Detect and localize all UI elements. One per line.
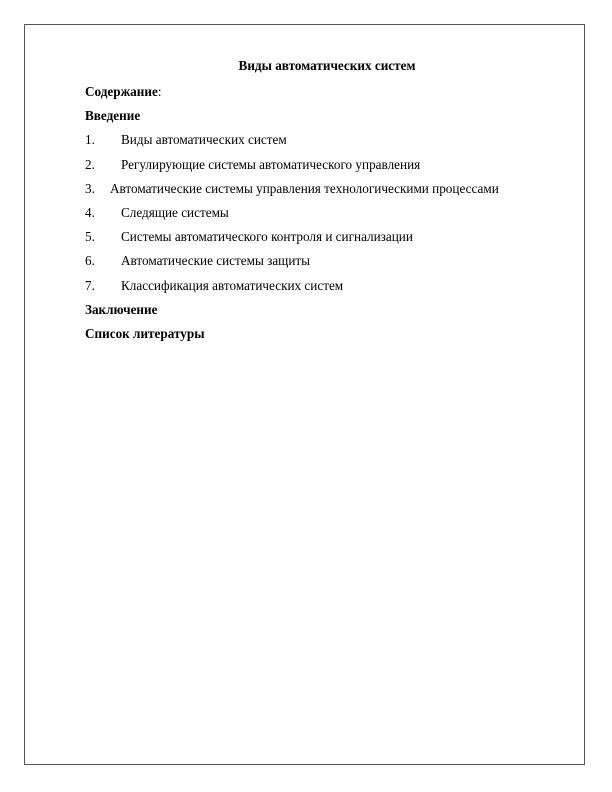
toc-item-number: 3.: [85, 180, 95, 196]
toc-intro: Введение: [85, 108, 141, 124]
toc-item-text: Следящие системы: [121, 204, 229, 220]
toc-item-4: [85, 201, 545, 225]
contents-heading-line: [85, 80, 545, 104]
toc-item-5: [85, 225, 545, 249]
contents-colon: :: [157, 84, 162, 99]
toc-item-text: Системы автоматического контроля и сигнализации: [121, 229, 413, 245]
toc-item-text: Автоматические системы управления технологическими процессами: [110, 180, 499, 196]
document-title: Виды автоматических систем: [238, 58, 416, 73]
toc-item-number: 5.: [85, 229, 95, 245]
toc-item-number: 2.: [85, 156, 95, 172]
toc-item-text: Виды автоматических систем: [121, 132, 287, 148]
document-body: [85, 56, 545, 346]
toc-item-number: 6.: [85, 253, 95, 269]
toc-item-2: [85, 153, 545, 177]
toc-item-text: Классификация автоматических систем: [121, 277, 344, 293]
toc-item-number: 4.: [85, 204, 95, 220]
toc-item-1: [85, 128, 545, 152]
toc-item-text: Автоматические системы защиты: [121, 253, 311, 269]
toc-item-text: Регулирующие системы автоматического управления: [121, 156, 421, 172]
toc-item-3: [85, 177, 545, 201]
toc-references: Список литературы: [85, 325, 205, 341]
contents-heading: Содержание: [85, 84, 158, 99]
toc-item-number: 7.: [85, 277, 95, 293]
toc-item-6: [85, 249, 545, 273]
toc-item-7: [85, 274, 545, 298]
toc-conclusion: Заключение: [85, 301, 158, 317]
toc-item-number: 1.: [85, 132, 95, 148]
